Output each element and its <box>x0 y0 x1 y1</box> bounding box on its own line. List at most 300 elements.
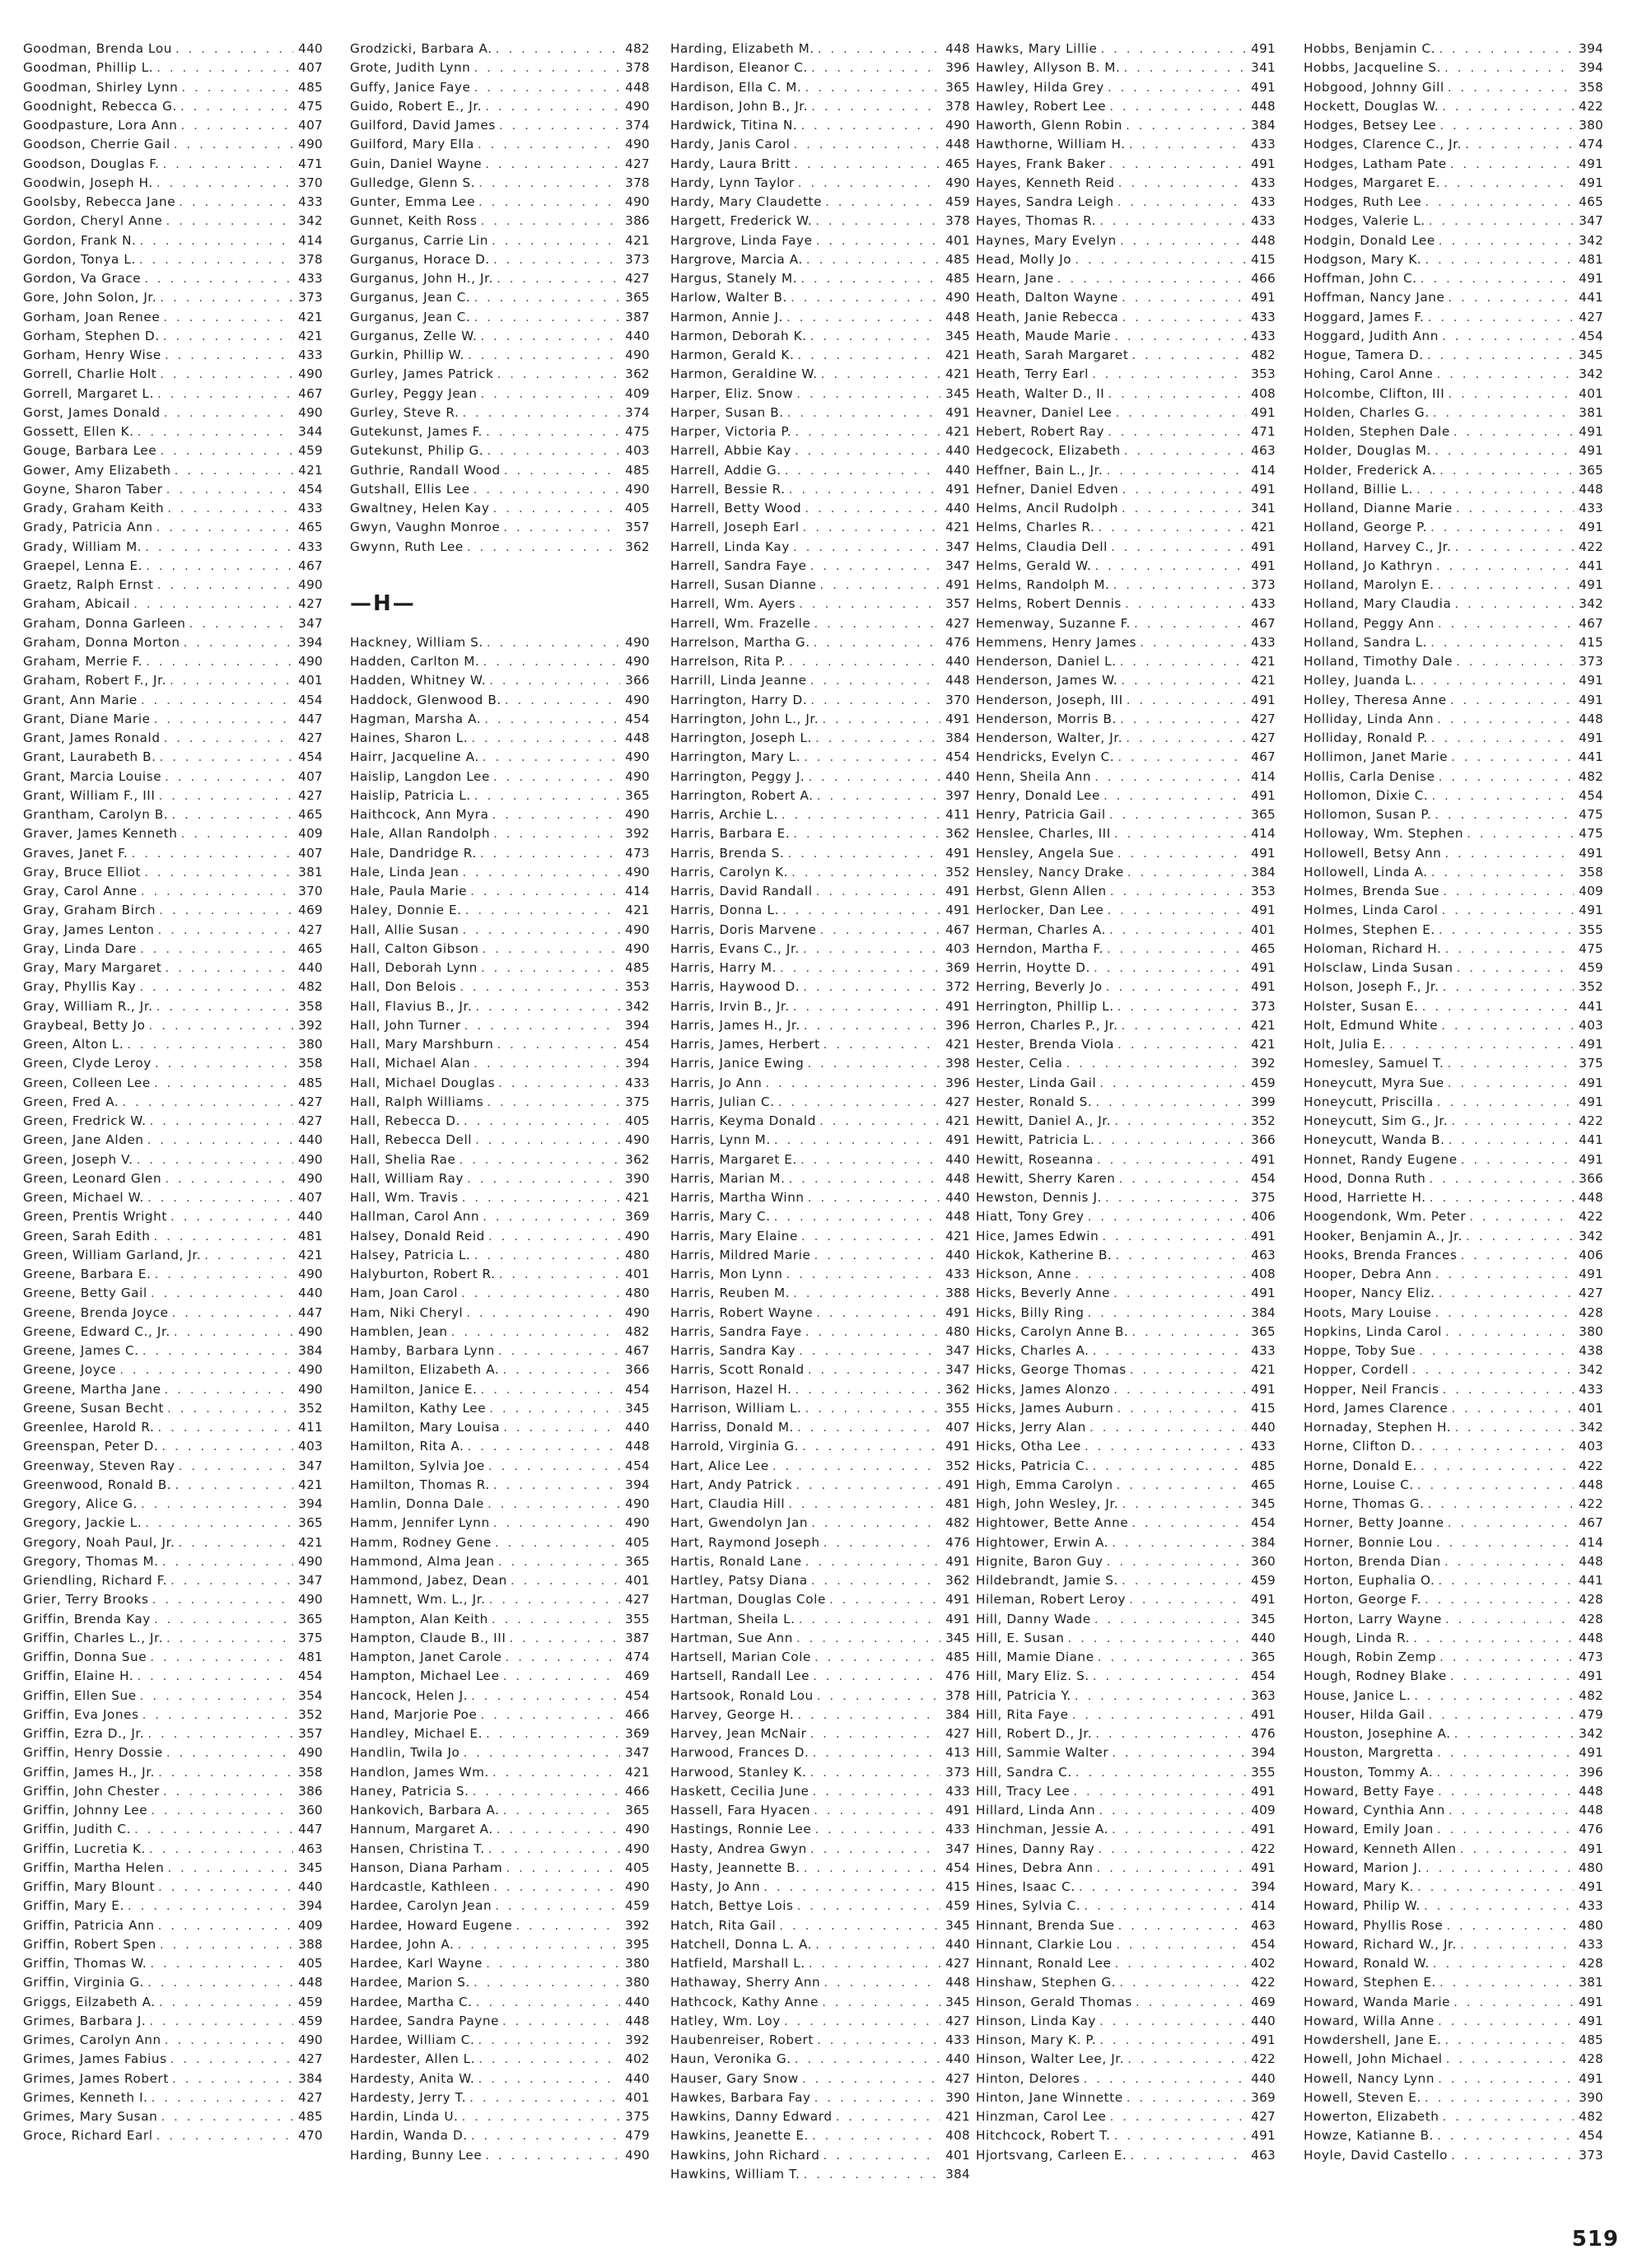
entry-page: 448 <box>945 1975 970 1990</box>
entry-page: 384 <box>945 1706 970 1722</box>
index-entry <box>350 422 650 441</box>
leader-dots <box>455 1935 621 1954</box>
entry-page: 433 <box>1251 596 1276 612</box>
leader-dots <box>816 921 940 940</box>
entry-page: 401 <box>625 1267 650 1281</box>
leader-dots <box>172 40 293 58</box>
entry-name: Holsclaw, Linda Susan <box>1304 960 1453 975</box>
entry-name: Harrell, Bessie R. <box>670 481 786 497</box>
leader-dots <box>468 2126 620 2145</box>
leader-dots <box>1453 499 1574 518</box>
leader-dots <box>470 1054 620 1073</box>
leader-dots <box>787 288 940 307</box>
index-entry <box>23 1342 323 1360</box>
entry-page: 362 <box>945 1381 970 1397</box>
leader-dots <box>136 978 293 996</box>
index-entry <box>670 174 970 193</box>
leader-dots <box>1122 595 1246 614</box>
entry-page: 374 <box>625 118 650 133</box>
entry-name: Hicks, Billy Ring <box>976 1304 1085 1320</box>
entry-page: 360 <box>298 1803 323 1818</box>
index-entry <box>670 901 970 920</box>
index-entry <box>1304 2107 1603 2126</box>
entry-name: Guilford, David James <box>350 118 496 133</box>
index-entry <box>23 1284 323 1303</box>
entry-page: 380 <box>625 1975 650 1990</box>
entry-name: Hill, Danny Wade <box>976 1611 1091 1626</box>
entry-name: Henderson, Walter, Jr. <box>976 730 1123 745</box>
leader-dots <box>1435 614 1574 633</box>
entry-page: 427 <box>1251 711 1276 726</box>
entry-page: 485 <box>945 251 970 267</box>
index-entry <box>1304 2146 1603 2165</box>
entry-name: Green, Michael W. <box>23 1190 144 1205</box>
leader-dots <box>1071 1265 1246 1284</box>
leader-dots <box>1126 1590 1246 1609</box>
leader-dots <box>164 1859 293 1878</box>
entry-page: 482 <box>1251 348 1276 362</box>
index-entry <box>976 1418 1276 1437</box>
leader-dots <box>500 1801 620 1820</box>
entry-page: 405 <box>625 1113 650 1128</box>
entry-name: Greenwood, Ronald B. <box>23 1477 172 1492</box>
leader-dots <box>506 1629 620 1648</box>
entry-name: Greenspan, Peter D. <box>23 1439 159 1454</box>
entry-page: 440 <box>945 654 970 669</box>
leader-dots <box>799 2070 940 2088</box>
entry-page: 440 <box>298 1286 323 1301</box>
entry-page: 381 <box>1579 404 1603 420</box>
entry-name: Haynes, Mary Evelyn <box>976 232 1117 248</box>
entry-name: Gordon, Tonya L. <box>23 251 136 267</box>
leader-dots <box>486 671 620 690</box>
leader-dots <box>472 997 620 1016</box>
entry-page: 438 <box>1579 1343 1603 1358</box>
leader-dots <box>138 691 293 710</box>
entry-name: Gossett, Ellen K. <box>23 424 134 439</box>
entry-name: Graetz, Ralph Ernst <box>23 577 154 592</box>
index-entry <box>670 1227 970 1246</box>
leader-dots <box>1442 1610 1574 1629</box>
index-entry <box>23 1610 323 1629</box>
index-entry <box>350 518 650 537</box>
leader-dots <box>1441 1552 1574 1571</box>
leader-dots <box>807 1840 940 1859</box>
index-entry <box>976 1840 1276 1859</box>
entry-page: 427 <box>945 1956 970 1971</box>
entry-name: Green, Colleen Lee <box>23 1075 151 1090</box>
entry-name: Harris, Marian M. <box>670 1170 786 1186</box>
index-entry <box>670 1074 970 1093</box>
entry-name: Hinnant, Ronald Lee <box>976 1956 1112 1971</box>
leader-dots <box>1118 308 1246 327</box>
entry-name: Haislip, Langdon Lee <box>350 768 490 784</box>
index-entry <box>1304 78 1603 97</box>
entry-name: Hoyle, David Castello <box>1304 2147 1449 2163</box>
leader-dots <box>812 212 940 231</box>
index-entry <box>350 921 650 940</box>
entry-page: 427 <box>945 615 970 631</box>
entry-page: 421 <box>945 1228 970 1244</box>
index-entry <box>1304 901 1603 920</box>
leader-dots <box>807 671 940 690</box>
leader-dots <box>160 155 293 174</box>
entry-name: Hardee, Carolyn Jean <box>350 1898 492 1914</box>
entry-page: 401 <box>625 2089 650 2105</box>
entry-page: 433 <box>945 1783 970 1799</box>
index-entry <box>350 1724 650 1743</box>
entry-name: Harrell, Linda Kay <box>670 539 790 554</box>
entry-page: 491 <box>1579 1879 1603 1894</box>
leader-dots <box>474 2070 620 2088</box>
leader-dots <box>499 2012 620 2031</box>
entry-name: Head, Molly Jo <box>976 251 1072 267</box>
leader-dots <box>1127 2146 1246 2165</box>
entry-page: 490 <box>625 940 650 956</box>
entry-name: Howard, Richard W., Jr. <box>1304 1936 1457 1952</box>
index-entry <box>976 1533 1276 1552</box>
entry-name: Hardin, Linda U. <box>350 2109 459 2124</box>
entry-name: Halsey, Donald Reid <box>350 1228 485 1244</box>
entry-page: 433 <box>1251 1343 1276 1358</box>
entry-page: 467 <box>1579 615 1603 631</box>
entry-name: Harris, Margaret E. <box>670 1151 797 1167</box>
entry-name: Gurganus, John H., Jr. <box>350 271 493 286</box>
entry-name: Heath, Terry Earl <box>976 366 1089 382</box>
entry-name: Herron, Charles P., Jr. <box>976 1017 1118 1033</box>
index-entry <box>976 1265 1276 1284</box>
index-entry <box>976 748 1276 767</box>
entry-name: Hill, Sammie Walter <box>976 1745 1109 1761</box>
entry-page: 421 <box>298 309 323 324</box>
index-entry <box>1304 1878 1603 1897</box>
entry-name: Harris, Lynn M. <box>670 1132 771 1148</box>
leader-dots <box>164 1399 293 1418</box>
entry-page: 480 <box>1579 1860 1603 1875</box>
leader-dots <box>1442 940 1575 959</box>
entry-name: Hodgin, Donald Lee <box>1304 232 1435 248</box>
entry-name: Helms, Gerald W. <box>976 558 1092 573</box>
leader-dots <box>1096 2012 1246 2031</box>
leader-dots <box>818 365 940 384</box>
entry-page: 448 <box>625 730 650 745</box>
entry-name: Harrell, Susan Dianne <box>670 577 817 592</box>
index-entry <box>670 1724 970 1743</box>
leader-dots <box>784 404 940 422</box>
index-entry <box>976 1131 1276 1150</box>
entry-page: 480 <box>625 1286 650 1301</box>
entry-name: Hardester, Allen L. <box>350 2051 476 2067</box>
entry-page: 342 <box>625 998 650 1014</box>
leader-dots <box>146 2012 293 2031</box>
leader-dots <box>489 1763 620 1782</box>
leader-dots <box>1444 288 1574 307</box>
leader-dots <box>464 346 620 365</box>
index-entry <box>1304 671 1603 690</box>
leader-dots <box>148 2088 293 2107</box>
leader-dots <box>1111 327 1246 346</box>
entry-name: Gurganus, Zelle W. <box>350 328 478 343</box>
index-entry <box>350 1437 650 1456</box>
entry-page: 454 <box>625 1458 650 1473</box>
index-entry <box>670 652 970 671</box>
entry-name: Harrell, Betty Wood <box>670 501 802 516</box>
entry-page: 373 <box>625 251 650 267</box>
entry-page: 358 <box>298 998 323 1014</box>
entry-name: Harrell, Addie G. <box>670 462 782 478</box>
entry-page: 490 <box>298 1745 323 1761</box>
index-entry <box>976 2031 1276 2050</box>
leader-dots <box>138 882 293 901</box>
leader-dots <box>502 1648 620 1667</box>
entry-page: 345 <box>945 1630 970 1645</box>
entry-page: 491 <box>945 577 970 592</box>
index-entry <box>670 346 970 365</box>
leader-dots <box>1444 78 1574 97</box>
index-entry <box>1304 58 1603 77</box>
index-entry <box>670 1399 970 1418</box>
index-entry <box>976 58 1276 77</box>
entry-name: Hoogendonk, Wm. Peter <box>1304 1209 1467 1225</box>
index-entry <box>350 1667 650 1686</box>
leader-dots <box>1115 1916 1246 1935</box>
leader-dots <box>808 1514 940 1533</box>
entry-name: Henn, Sheila Ann <box>976 768 1092 784</box>
entry-page: 459 <box>1251 1573 1276 1588</box>
index-entry <box>670 1954 970 1973</box>
entry-name: Gorham, Stephen D. <box>23 328 160 343</box>
leader-dots <box>1443 1916 1574 1935</box>
index-entry <box>670 997 970 1016</box>
entry-name: Harper, Victoria P. <box>670 424 792 439</box>
index-entry <box>976 40 1276 58</box>
leader-dots <box>458 2107 620 2126</box>
index-entry <box>23 288 323 307</box>
entry-page: 454 <box>1579 787 1603 803</box>
entry-page: 375 <box>298 1630 323 1645</box>
leader-dots <box>1448 748 1574 767</box>
leader-dots <box>794 1418 940 1437</box>
entry-page: 415 <box>945 1879 970 1894</box>
index-entry <box>976 1820 1276 1839</box>
entry-page: 394 <box>298 1898 323 1914</box>
entry-page: 440 <box>945 1190 970 1205</box>
leader-dots <box>137 1687 293 1706</box>
entry-name: Hardee, Martha C. <box>350 1994 473 2009</box>
entry-name: Horner, Betty Joanne <box>1304 1515 1444 1531</box>
leader-dots <box>1421 1590 1574 1609</box>
entry-name: Hinton, Delores <box>976 2070 1080 2086</box>
entry-name: Hagman, Marsha A. <box>350 711 482 726</box>
entry-name: Hightower, Erwin A. <box>976 1534 1109 1550</box>
leader-dots <box>1416 1342 1574 1360</box>
entry-name: Gurley, Peggy Jean <box>350 385 478 401</box>
entry-page: 440 <box>625 2070 650 2086</box>
entry-name: Holley, Theresa Anne <box>1304 692 1447 707</box>
entry-name: Gray, Phyllis Kay <box>23 979 137 995</box>
leader-dots <box>1089 1342 1246 1360</box>
index-entry <box>1304 1207 1603 1226</box>
index-entry <box>1304 1782 1603 1801</box>
entry-page: 433 <box>298 539 323 554</box>
entry-page: 490 <box>298 577 323 592</box>
index-entry <box>976 671 1276 690</box>
entry-name: Green, Fred A. <box>23 1094 119 1109</box>
index-entry <box>350 1457 650 1476</box>
index-entry <box>350 2012 650 2031</box>
entry-name: Hinson, Mary K. P. <box>976 2032 1097 2047</box>
entry-name: Greene, Barbara E. <box>23 1267 152 1281</box>
entry-page: 433 <box>1251 213 1276 229</box>
entry-name: Gouge, Barbara Lee <box>23 443 157 459</box>
index-entry <box>670 691 970 710</box>
entry-name: Holland, Jo Kathryn <box>1304 558 1433 573</box>
entry-name: Hayes, Frank Baker <box>976 156 1106 171</box>
index-entry <box>670 40 970 58</box>
index-entry <box>1304 2050 1603 2069</box>
index-entry <box>1304 1897 1603 1916</box>
entry-page: 491 <box>1251 539 1276 554</box>
index-entry <box>350 1820 650 1839</box>
index-entry <box>670 97 970 116</box>
entry-page: 362 <box>625 1151 650 1167</box>
leader-dots <box>1435 1571 1574 1590</box>
leader-dots <box>1091 557 1246 576</box>
entry-page: 490 <box>625 348 650 362</box>
leader-dots <box>1117 652 1246 671</box>
index-entry <box>350 461 650 480</box>
entry-page: 491 <box>945 1611 970 1626</box>
index-entry <box>1304 231 1603 250</box>
leader-dots <box>769 1457 940 1476</box>
entry-name: Greene, Brenda Joyce <box>23 1304 169 1320</box>
entry-page: 448 <box>1251 98 1276 114</box>
leader-dots <box>458 1284 620 1303</box>
entry-page: 428 <box>1579 1304 1603 1320</box>
leader-dots <box>486 1590 620 1609</box>
index-entry <box>670 1342 970 1360</box>
entry-name: Hinson, Walter Lee, Jr. <box>976 2051 1125 2067</box>
leader-dots <box>1422 1859 1574 1878</box>
leader-dots <box>1427 518 1574 537</box>
leader-dots <box>1118 1495 1246 1514</box>
leader-dots <box>479 748 620 767</box>
index-entry <box>350 193 650 212</box>
leader-dots <box>819 710 940 729</box>
leader-dots <box>791 155 940 174</box>
index-entry <box>976 1188 1276 1207</box>
entry-page: 422 <box>1579 98 1603 114</box>
leader-dots <box>131 1820 293 1839</box>
entry-name: Hawkins, Danny Edward <box>670 2109 833 2124</box>
leader-dots <box>151 1610 293 1629</box>
entry-page: 473 <box>1579 1650 1603 1664</box>
entry-name: Harper, Susan B. <box>670 404 784 420</box>
entry-page: 459 <box>945 194 970 209</box>
entry-page: 490 <box>945 118 970 133</box>
index-entry <box>23 633 323 652</box>
entry-page: 491 <box>1251 1592 1276 1608</box>
index-entry <box>350 1495 650 1514</box>
entry-page: 440 <box>945 768 970 784</box>
index-entry <box>23 671 323 690</box>
entry-name: Gurkin, Phillip W. <box>350 348 464 362</box>
entry-name: Goolsby, Rebecca Jane <box>23 194 176 209</box>
entry-name: Hensley, Angela Sue <box>976 845 1114 861</box>
entry-page: 362 <box>945 1573 970 1588</box>
index-entry <box>670 1629 970 1648</box>
leader-dots <box>156 1993 293 2012</box>
index-entry <box>1304 1706 1603 1724</box>
entry-page: 454 <box>1251 1170 1276 1186</box>
entry-page: 490 <box>625 1841 650 1856</box>
leader-dots <box>796 1610 940 1629</box>
index-entry <box>1304 1916 1603 1935</box>
entry-name: Greenlee, Harold R. <box>23 1420 155 1435</box>
leader-dots <box>1120 58 1246 77</box>
index-entry <box>23 1916 323 1935</box>
index-entry <box>1304 595 1603 614</box>
index-entry <box>1304 1323 1603 1342</box>
leader-dots <box>1114 844 1246 863</box>
leader-dots <box>1122 116 1246 135</box>
index-entry <box>1304 1724 1603 1743</box>
entry-page: 440 <box>945 443 970 459</box>
entry-name: Harris, Julian C. <box>670 1094 775 1109</box>
leader-dots <box>1091 1610 1246 1629</box>
entry-name: Hawthorne, William H. <box>976 137 1126 152</box>
leader-dots <box>1435 1284 1574 1303</box>
index-entry <box>976 1304 1276 1323</box>
leader-dots <box>1071 250 1246 269</box>
index-entry <box>1304 1284 1603 1303</box>
entry-name: Griffin, Brenda Kay <box>23 1611 151 1626</box>
index-entry <box>23 404 323 422</box>
index-entry <box>23 1188 323 1207</box>
entry-page: 347 <box>945 1362 970 1378</box>
entry-name: Hartman, Douglas Cole <box>670 1592 826 1608</box>
entry-name: Howard, Cynthia Ann <box>1304 1803 1445 1818</box>
leader-dots <box>142 652 293 671</box>
entry-page: 402 <box>625 2051 650 2067</box>
entry-page: 390 <box>625 1170 650 1186</box>
index-entry <box>1304 1304 1603 1323</box>
leader-dots <box>156 288 293 307</box>
index-entry <box>350 1035 650 1054</box>
entry-page: 490 <box>298 137 323 152</box>
entry-page: 485 <box>625 960 650 975</box>
index-entry <box>350 1284 650 1303</box>
index-entry <box>350 499 650 518</box>
entry-page: 491 <box>1251 2128 1276 2144</box>
entry-name: Hicks, James Alonzo <box>976 1381 1111 1397</box>
leader-dots <box>1445 1801 1574 1820</box>
leader-dots <box>1107 882 1246 901</box>
entry-name: Goodman, Brenda Lou <box>23 41 172 56</box>
entry-name: Hall, Michael Douglas <box>350 1075 496 1090</box>
entry-name: Grant, Laurabeth B. <box>23 749 156 765</box>
entry-page: 454 <box>625 1037 650 1052</box>
leader-dots <box>1114 193 1246 212</box>
entry-page: 403 <box>1579 1017 1603 1033</box>
leader-dots <box>485 1840 620 1859</box>
leader-dots <box>795 174 940 193</box>
leader-dots <box>488 231 620 250</box>
entry-name: Honeycutt, Wanda B. <box>1304 1132 1445 1148</box>
entry-page: 490 <box>298 1151 323 1167</box>
entry-name: Harrington, Peggy J. <box>670 768 805 784</box>
entry-page: 490 <box>625 768 650 784</box>
